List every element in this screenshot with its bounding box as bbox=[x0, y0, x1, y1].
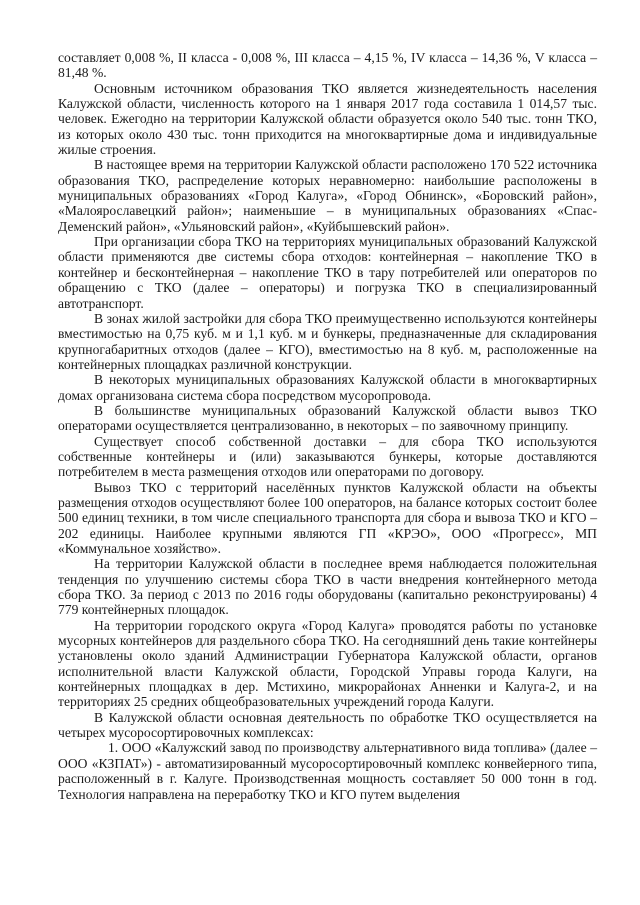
paragraph-collection-systems: При организации сбора ТКО на территориях муниципальных образований Калужской области применяются две системы сбора отходов: контейнерная – накопление ТКО в контейнер и бесконтейнерная – накопление ТКО в тару потребителей или операторов по обращению с ТКО (далее – операторы) и погрузка ТКО в специализированный автотранспорт. bbox=[58, 234, 597, 311]
paragraph-positive-trend: На территории Калужской области в последнее время наблюдается положительная тенденция по улучшению системы сбора ТКО в части внедрения контейнерного метода сбора ТКО. За период с 2013 по 2016 годы оборудованы (капитально реконструированы) 4 779 контейнерных площадок. bbox=[58, 556, 597, 618]
paragraph-main-source: Основным источником образования ТКО является жизнедеятельность населения Калужской области, численность которого на 1 января 2017 года составила 1 014,57 тыс. человек. Ежегодно на территории Калужской области образуется около 540 тыс. тонн ТКО, из которых около 430 тыс. тонн приходится на многоквартирные дома и индивидуальные жилые строения. bbox=[58, 80, 597, 158]
paragraph-residential-zones: В зонах жилой застройки для сбора ТКО преимущественно используются контейнеры вместимостью на 0,75 куб. м и 1,1 куб. м и бункеры, предназначенные для складирования крупногабаритных отходов (далее – КГО), вместимостью на 8 куб. м, расположенные на контейнерных площадках различной конструкции. bbox=[58, 310, 597, 372]
paragraph-sorting-complexes: В Калужской области основная деятельность по обработке ТКО осуществляется на четырех мусоросортировочных комплексах: bbox=[58, 709, 597, 741]
paragraph-own-delivery: Существует способ собственной доставки – для сбора ТКО используются собственные контейнеры и (или) заказываются бункеры, которые доставляются потребителем в места размещения отходов или операторами по договору. bbox=[58, 433, 597, 480]
document-body bbox=[58, 50, 597, 802]
paragraph-item-1: 1. ООО «Калужский завод по производству альтернативного вида топлива» (далее – ООО «КЗПАТ») - автоматизированный мусоросортировочный комплекс конвейерного типа, расположенный в г. Калуге. Производственная мощность составляет 50 000 тонн в год. Технология направлена на переработку ТКО и КГО путем выделения bbox=[58, 740, 597, 802]
paragraph-sources-count: В настоящее время на территории Калужской области расположено 170 522 источника образования ТКО, распределение которых неравномерно: наибольшие расположены в муниципальных образованиях «Город Калуга», «Город Обнинск», «Боровский район», «Малоярославецкий район»; наименьшие – в муниципальных образованиях «Спас-Деменский район», «Ульяновский район», «Куйбышевский район». bbox=[58, 157, 597, 234]
paragraph-hazard-classes: составляет 0,008 %, II класса - 0,008 %, III класса – 4,15 %, IV класса – 14,36 %, V класса – 81,48 %. bbox=[58, 50, 597, 81]
paragraph-separate-collection: На территории городского округа «Город Калуга» проводятся работы по установке мусорных контейнеров для раздельного сбора ТКО. На сегодняшний день такие контейнеры установлены около зданий Администрации Губернатора Калужской области, органов исполнительной власти Калужской области, Городской Управы города Калуги, на контейнерных площадках в дер. Мстихино, микрорайонах Анненки и Калуга-2, и на территориях 25 средних общеобразовательных учреждений города Калуги. bbox=[58, 617, 597, 710]
paragraph-garbage-chute: В некоторых муниципальных образованиях Калужской области в многоквартирных домах организована система сбора посредством мусоропровода. bbox=[58, 372, 597, 403]
paragraph-centralized-removal: В большинстве муниципальных образований Калужской области вывоз ТКО операторами осуществляется централизованно, в некоторых – по заявочному принципу. bbox=[58, 402, 597, 434]
paragraph-operators: Вывоз ТКО с территорий населённых пунктов Калужской области на объекты размещения отходов осуществляют более 100 операторов, на балансе которых состоит более 500 единиц техники, в том числе специального транспорта для сбора и вывоза ТКО и КГО – 202 единицы. Наиболее крупными являются ГП «КРЭО», ООО «Прогресс», МП «Коммунальное хозяйство». bbox=[58, 479, 597, 556]
